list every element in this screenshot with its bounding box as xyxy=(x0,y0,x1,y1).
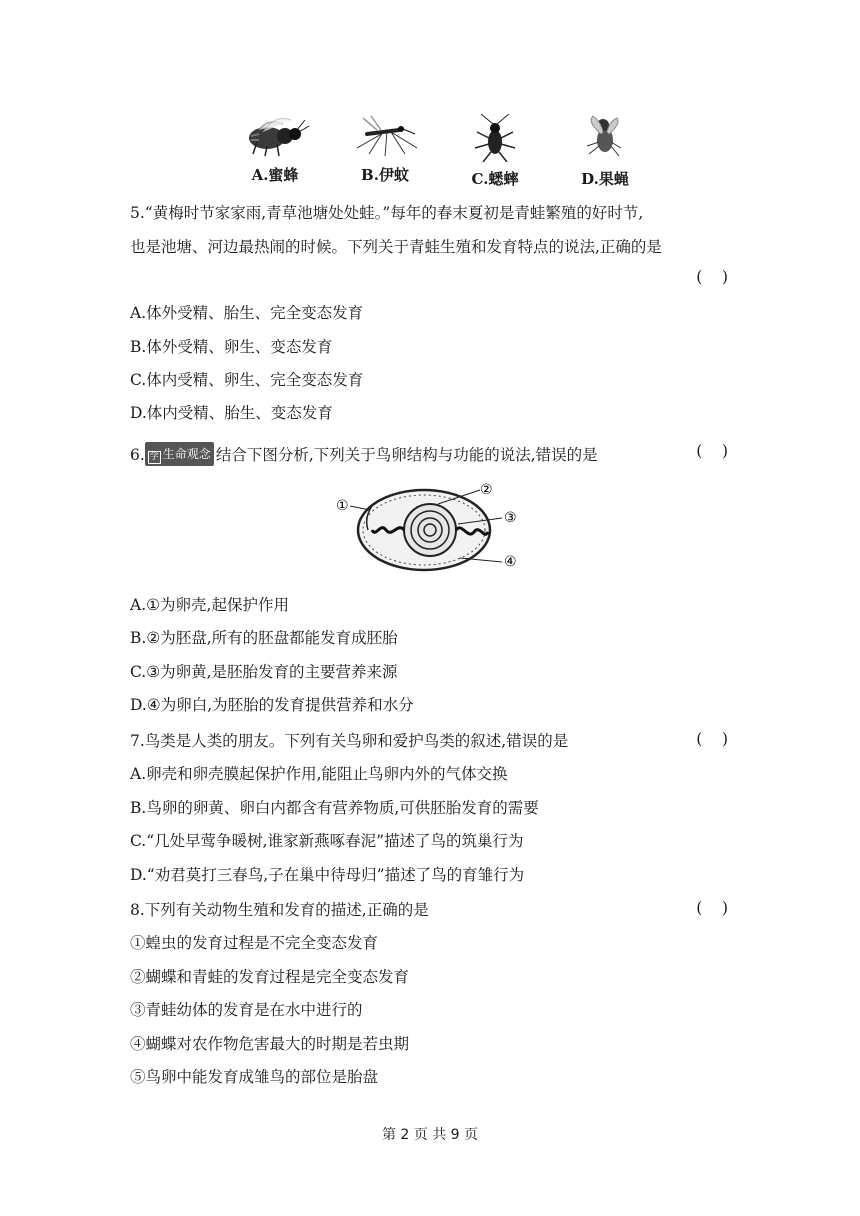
q6-number: 6. xyxy=(130,446,145,464)
q7-answer-paren[interactable]: ( ) xyxy=(696,730,728,748)
label-3: ③ xyxy=(504,510,517,526)
q7-option-b: B.鸟卵的卵黄、卵白内都含有营养物质,可供胚胎发育的需要 xyxy=(130,799,539,817)
bee-icon xyxy=(237,112,313,158)
q5-option-c: C.体内受精、卵生、完全变态发育 xyxy=(130,371,364,389)
insect-label: C.蟋蟀 xyxy=(471,170,519,188)
q7-option-a: A.卵壳和卵壳膜起保护作用,能阻止鸟卵内外的气体交换 xyxy=(130,765,508,783)
q6-stem-text: 结合下图分析,下列关于鸟卵结构与功能的说法,错误的是 xyxy=(215,446,598,464)
q6-option-d: D.④为卵白,为胚胎的发育提供营养和水分 xyxy=(130,696,414,714)
q5-stem-line2: 也是池塘、河边最热闹的时候。下列关于青蛙生殖和发育特点的说法,正确的是 xyxy=(130,238,662,256)
tag-label: 生命观念 xyxy=(162,447,211,461)
q7-stem: 7.鸟类是人类的朋友。下列有关鸟卵和爱护鸟类的叙述,错误的是 xyxy=(130,732,569,750)
egg-structure-diagram xyxy=(330,478,530,578)
q8-item-1: ①蝗虫的发育过程是不完全变态发育 xyxy=(130,934,379,952)
q8-item-4: ④蝴蝶对农作物危害最大的时期是若虫期 xyxy=(130,1035,410,1053)
q5-option-d: D.体内受精、胎生、变态发育 xyxy=(130,404,333,422)
cricket-icon xyxy=(465,112,525,162)
q5-option-a: A.体外受精、胎生、完全变态发育 xyxy=(130,304,364,322)
label-1: ① xyxy=(336,498,349,514)
q5-option-b: B.体外受精、卵生、变态发育 xyxy=(130,338,333,356)
insect-label: B.伊蚊 xyxy=(361,166,409,184)
q7-option-c: C.“几处早莺争暖树,谁家新燕啄春泥”描述了鸟的筑巢行为 xyxy=(130,832,524,850)
insect-label: A.蜜蜂 xyxy=(251,166,299,184)
label-4: ④ xyxy=(504,554,517,570)
q8-stem: 8.下列有关动物生殖和发育的描述,正确的是 xyxy=(130,901,429,919)
q5-stem-line1: 5.“黄梅时节家家雨,青草池塘处处蛙。”每年的春末夏初是青蛙繁殖的好时节, xyxy=(130,204,644,222)
competency-tag xyxy=(145,442,214,466)
q8-item-5: ⑤鸟卵中能发育成雏鸟的部位是胎盘 xyxy=(130,1068,379,1086)
q8-answer-paren[interactable]: ( ) xyxy=(696,899,728,917)
tag-box: 学 xyxy=(149,452,159,462)
page-footer: 第 2 页 共 9 页 xyxy=(381,1127,479,1143)
q6-option-a: A.①为卵壳,起保护作用 xyxy=(130,596,289,614)
insect-a xyxy=(230,112,320,185)
q6-stem xyxy=(130,442,598,466)
q6-option-b: B.②为胚盘,所有的胚盘都能发育成胚胎 xyxy=(130,629,398,647)
q6-answer-paren[interactable]: ( ) xyxy=(696,442,728,460)
insect-label: D.果蝇 xyxy=(581,170,629,188)
q7-option-d: D.“劝君莫打三春鸟,子在巢中待母归”描述了鸟的育雏行为 xyxy=(130,866,525,884)
insect-b xyxy=(340,112,430,185)
insect-d xyxy=(560,112,650,189)
fruit-fly-icon xyxy=(575,112,635,162)
q8-item-3: ③青蛙幼体的发育是在水中进行的 xyxy=(130,1001,363,1019)
mosquito-icon xyxy=(347,112,423,158)
label-2: ② xyxy=(480,482,493,498)
q8-item-2: ②蝴蝶和青蛙的发育过程是完全变态发育 xyxy=(130,968,410,986)
q5-answer-paren[interactable]: ( ) xyxy=(696,268,728,286)
q6-option-c: C.③为卵黄,是胚胎发育的主要营养来源 xyxy=(130,663,398,681)
insect-c xyxy=(450,112,540,189)
insect-figure-row xyxy=(230,112,650,192)
